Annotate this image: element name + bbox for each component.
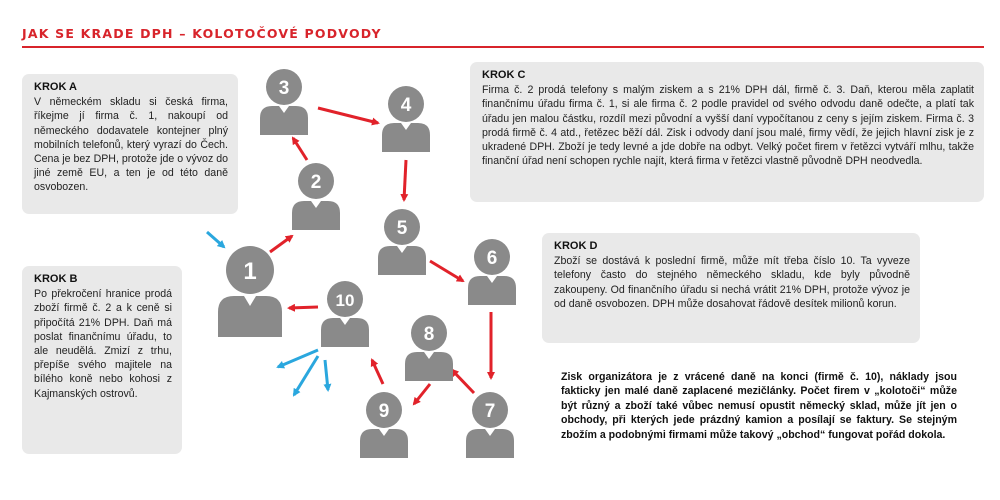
summary-text: Zisk organizátora je z vrácené daně na konci (firmě č. 10), náklady jsou fakticky jen malé daně zaplacené mezičlánky. Počet firem v „kolotoči“ může být různý a zboží také vůbec nemusí opustit německý sklad, může jít jen o obchody, při kterých jede prázdný kamion a posílají se faktury. Se stejným zbožím a podobnými firmami může takový „obchod“ fungovat pořád dokola.	[561, 371, 957, 441]
arrow-export-out-3	[325, 360, 328, 390]
step-c-text: Firma č. 2 prodá telefony s malým ziskem a s 21% DPH dál, firmě č. 3. Daň, kterou měla zaplatit finančnímu úřadu firma č. 1, si ale firma č. 2 podle pravidel od svého odvodu daně odečte, a platí tak úřadu jen malou částku, rozdíl mezi původní a vyšší daní vypočítanou z ceny s jejím ziskem. Firma č. 3 prodá firmě č. 4 atd., řetězec běží dál. Zisk i odvody daní jsou malé, firmy vědí, že jejich hlavní zisk je z ukradené DPH. Zboží je tedy levné a jde dobře na odbyt. Velký počet firem v řetězci vytváří mlhu, takže finanční úřad není schopen rychle najít, která firma v řetězci vlastně původně DPH neodvedla.	[482, 84, 974, 168]
firm-3-label: 3	[278, 78, 290, 99]
arrow-3-to-4	[318, 108, 378, 123]
arrow-import-in	[207, 232, 224, 247]
firm-2-label: 2	[310, 172, 322, 193]
firm-6-label: 6	[486, 248, 498, 269]
arrow-10-to-1	[289, 307, 318, 308]
arrow-9-to-10	[372, 360, 383, 384]
firm-7-label: 7	[484, 401, 496, 422]
arrow-export-out-2	[294, 356, 318, 395]
step-a-heading: KROK A	[34, 81, 77, 93]
arrow-4-to-5	[404, 160, 406, 200]
arrow-8-to-9	[414, 384, 430, 404]
step-d-heading: KROK D	[554, 240, 598, 252]
step-d-text: Zboží se dostává k poslední firmě, může mít třeba číslo 10. Ta vyveze telefony často do stejného německého skladu, kde byly původně zakoupeny. Od finančního úřadu si nechá vrátit 21% DPH, protože vývoz je od daně osvobozen. DPH může dosahovat řádově desítek milionů korun.	[554, 255, 910, 310]
step-b-heading: KROK B	[34, 273, 78, 285]
firm-8-label: 8	[423, 324, 435, 345]
firm-4-label: 4	[400, 95, 412, 116]
firm-5-label: 5	[396, 218, 408, 239]
arrow-1-to-2	[270, 236, 292, 252]
step-c-heading: KROK C	[482, 69, 526, 81]
step-b-text: Po překročení hranice prodá zboží firmě č. 2 a k ceně si připočítá 21% DPH. Daň má poslat finančnímu úřadu, to ale neudělá. Zmizí z trhu, přepíše svého majitele na bílého koně nebo kohosi z Kajmanských ostrovů.	[34, 288, 172, 400]
firm-9-label: 9	[378, 401, 390, 422]
page-title: JAK SE KRADE DPH – KOLOTOČOVÉ PODVODY	[22, 26, 382, 41]
firm-1-label: 1	[243, 258, 257, 285]
step-a-text: V německém skladu si česká firma, říkejme jí firma č. 1, nakoupí od německého dodavatele kontejner plný mobilních telefonů, který vyrazí do Čech. Cena je bez DPH, protože jde o vývoz do jiné země EU, a ten je od této daně osvobozen.	[34, 96, 228, 194]
arrow-2-to-3	[293, 138, 307, 160]
arrow-5-to-6	[430, 261, 463, 281]
firm-10-label: 10	[335, 291, 355, 310]
arrow-7-to-8	[452, 370, 474, 393]
